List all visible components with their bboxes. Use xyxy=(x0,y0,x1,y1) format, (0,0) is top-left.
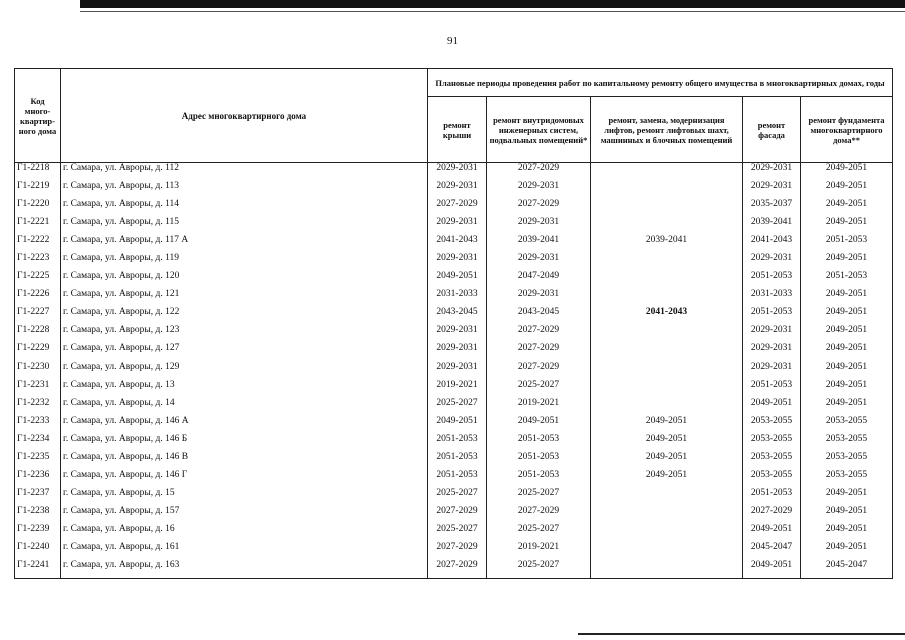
foundation-period: 2049-2051 xyxy=(801,398,893,416)
house-address: г. Самара, ул. Авроры, д. 146 В xyxy=(61,452,428,470)
elevator-period xyxy=(591,362,743,380)
foundation-period: 2049-2051 xyxy=(801,524,893,542)
table-row xyxy=(15,362,893,380)
foundation-period: 2049-2051 xyxy=(801,199,893,217)
facade-period: 2053-2055 xyxy=(743,416,801,434)
elevator-period xyxy=(591,271,743,289)
elevator-period: 2049-2051 xyxy=(591,416,743,434)
house-address: г. Самара, ул. Авроры, д. 129 xyxy=(61,362,428,380)
elevator-period xyxy=(591,163,743,182)
elevator-period xyxy=(591,380,743,398)
table-body xyxy=(15,163,893,579)
house-code: Г1-2221 xyxy=(15,217,61,235)
house-code: Г1-2239 xyxy=(15,524,61,542)
house-code: Г1-2226 xyxy=(15,289,61,307)
facade-period: 2051-2053 xyxy=(743,488,801,506)
elevator-period xyxy=(591,253,743,271)
elevator-period: 2049-2051 xyxy=(591,470,743,488)
foundation-period: 2049-2051 xyxy=(801,181,893,199)
house-code: Г1-2222 xyxy=(15,235,61,253)
table-row xyxy=(15,416,893,434)
house-code: Г1-2241 xyxy=(15,560,61,579)
engineering-period: 2019-2021 xyxy=(487,542,591,560)
elevator-period: 2041-2043 xyxy=(591,307,743,325)
engineering-period: 2027-2029 xyxy=(487,325,591,343)
facade-period: 2051-2053 xyxy=(743,307,801,325)
facade-period: 2049-2051 xyxy=(743,524,801,542)
foundation-period: 2049-2051 xyxy=(801,325,893,343)
engineering-period: 2025-2027 xyxy=(487,380,591,398)
house-address: г. Самара, ул. Авроры, д. 115 xyxy=(61,217,428,235)
roof-period: 2051-2053 xyxy=(428,470,487,488)
page-number: 91 xyxy=(447,35,458,47)
roof-period: 2025-2027 xyxy=(428,398,487,416)
engineering-period: 2051-2053 xyxy=(487,470,591,488)
engineering-period: 2029-2031 xyxy=(487,217,591,235)
elevator-period xyxy=(591,488,743,506)
house-address: г. Самара, ул. Авроры, д. 157 xyxy=(61,506,428,524)
foundation-period: 2053-2055 xyxy=(801,434,893,452)
elevator-period xyxy=(591,289,743,307)
header-elevator-repair: ремонт, замена, модернизация лифтов, ремонт лифтовых шахт, машинных и блочных помещений xyxy=(591,97,743,163)
foundation-period: 2049-2051 xyxy=(801,163,893,182)
roof-period: 2029-2031 xyxy=(428,362,487,380)
facade-period: 2041-2043 xyxy=(743,235,801,253)
house-code: Г1-2231 xyxy=(15,380,61,398)
table-row xyxy=(15,217,893,235)
facade-period: 2051-2053 xyxy=(743,271,801,289)
elevator-period xyxy=(591,560,743,579)
roof-period: 2051-2053 xyxy=(428,452,487,470)
house-address: г. Самара, ул. Авроры, д. 121 xyxy=(61,289,428,307)
house-address: г. Самара, ул. Авроры, д. 14 xyxy=(61,398,428,416)
top-border-line xyxy=(80,11,905,12)
engineering-period: 2051-2053 xyxy=(487,452,591,470)
table-row xyxy=(15,452,893,470)
foundation-period: 2049-2051 xyxy=(801,343,893,361)
elevator-period xyxy=(591,398,743,416)
elevator-period: 2049-2051 xyxy=(591,434,743,452)
facade-period: 2035-2037 xyxy=(743,199,801,217)
foundation-period: 2051-2053 xyxy=(801,271,893,289)
facade-period: 2049-2051 xyxy=(743,560,801,579)
engineering-period: 2051-2053 xyxy=(487,434,591,452)
house-address: г. Самара, ул. Авроры, д. 146 Б xyxy=(61,434,428,452)
table-row xyxy=(15,271,893,289)
facade-period: 2029-2031 xyxy=(743,343,801,361)
table-row xyxy=(15,524,893,542)
table-row xyxy=(15,253,893,271)
facade-period: 2053-2055 xyxy=(743,470,801,488)
header-planned-periods: Плановые периоды проведения работ по капитальному ремонту общего имущества в многоквартирных домах, годы xyxy=(428,69,893,97)
roof-period: 2049-2051 xyxy=(428,271,487,289)
house-code: Г1-2227 xyxy=(15,307,61,325)
house-address: г. Самара, ул. Авроры, д. 120 xyxy=(61,271,428,289)
engineering-period: 2025-2027 xyxy=(487,560,591,579)
house-code: Г1-2230 xyxy=(15,362,61,380)
engineering-period: 2027-2029 xyxy=(487,343,591,361)
foundation-period: 2049-2051 xyxy=(801,362,893,380)
foundation-period: 2051-2053 xyxy=(801,235,893,253)
roof-period: 2029-2031 xyxy=(428,253,487,271)
foundation-period: 2053-2055 xyxy=(801,416,893,434)
elevator-period: 2049-2051 xyxy=(591,452,743,470)
house-code: Г1-2228 xyxy=(15,325,61,343)
house-code: Г1-2229 xyxy=(15,343,61,361)
elevator-period xyxy=(591,217,743,235)
roof-period: 2029-2031 xyxy=(428,325,487,343)
elevator-period: 2039-2041 xyxy=(591,235,743,253)
roof-period: 2025-2027 xyxy=(428,524,487,542)
header-engineering-repair: ремонт внутридомовых инженерных систем, подвальных помещений* xyxy=(487,97,591,163)
table-row xyxy=(15,289,893,307)
header-roof-repair: ремонт крыши xyxy=(428,97,487,163)
house-code: Г1-2219 xyxy=(15,181,61,199)
roof-period: 2029-2031 xyxy=(428,217,487,235)
top-border-bar xyxy=(80,0,905,8)
foundation-period: 2049-2051 xyxy=(801,253,893,271)
house-address: г. Самара, ул. Авроры, д. 114 xyxy=(61,199,428,217)
foundation-period: 2049-2051 xyxy=(801,380,893,398)
roof-period: 2049-2051 xyxy=(428,416,487,434)
roof-period: 2041-2043 xyxy=(428,235,487,253)
header-code: Код много-квартир-ного дома xyxy=(15,69,61,163)
roof-period: 2031-2033 xyxy=(428,289,487,307)
engineering-period: 2027-2029 xyxy=(487,506,591,524)
house-address: г. Самара, ул. Авроры, д. 122 xyxy=(61,307,428,325)
elevator-period xyxy=(591,199,743,217)
house-code: Г1-2232 xyxy=(15,398,61,416)
house-code: Г1-2220 xyxy=(15,199,61,217)
facade-period: 2031-2033 xyxy=(743,289,801,307)
house-code: Г1-2223 xyxy=(15,253,61,271)
house-address: г. Самара, ул. Авроры, д. 146 А xyxy=(61,416,428,434)
house-code: Г1-2238 xyxy=(15,506,61,524)
table-row xyxy=(15,199,893,217)
facade-period: 2029-2031 xyxy=(743,163,801,182)
table-row xyxy=(15,470,893,488)
facade-period: 2029-2031 xyxy=(743,362,801,380)
foundation-period: 2053-2055 xyxy=(801,452,893,470)
table-row xyxy=(15,380,893,398)
facade-period: 2027-2029 xyxy=(743,506,801,524)
house-code: Г1-2233 xyxy=(15,416,61,434)
house-address: г. Самара, ул. Авроры, д. 146 Г xyxy=(61,470,428,488)
engineering-period: 2029-2031 xyxy=(487,253,591,271)
table-row xyxy=(15,325,893,343)
capital-repair-schedule-table xyxy=(14,68,893,579)
engineering-period: 2043-2045 xyxy=(487,307,591,325)
elevator-period xyxy=(591,181,743,199)
facade-period: 2039-2041 xyxy=(743,217,801,235)
house-address: г. Самара, ул. Авроры, д. 13 xyxy=(61,380,428,398)
header-facade-repair: ремонт фасада xyxy=(743,97,801,163)
table-row xyxy=(15,542,893,560)
roof-period: 2029-2031 xyxy=(428,181,487,199)
roof-period: 2027-2029 xyxy=(428,506,487,524)
table-row xyxy=(15,163,893,182)
engineering-period: 2027-2029 xyxy=(487,163,591,182)
foundation-period: 2049-2051 xyxy=(801,289,893,307)
table-row xyxy=(15,560,893,579)
engineering-period: 2019-2021 xyxy=(487,398,591,416)
bottom-border-line xyxy=(578,633,905,635)
foundation-period: 2049-2051 xyxy=(801,217,893,235)
foundation-period: 2049-2051 xyxy=(801,506,893,524)
facade-period: 2051-2053 xyxy=(743,380,801,398)
engineering-period: 2029-2031 xyxy=(487,181,591,199)
roof-period: 2029-2031 xyxy=(428,163,487,182)
engineering-period: 2027-2029 xyxy=(487,199,591,217)
facade-period: 2049-2051 xyxy=(743,398,801,416)
table-row xyxy=(15,506,893,524)
facade-period: 2053-2055 xyxy=(743,434,801,452)
roof-period: 2019-2021 xyxy=(428,380,487,398)
header-address: Адрес многоквартирного дома xyxy=(61,69,428,163)
house-address: г. Самара, ул. Авроры, д. 163 xyxy=(61,560,428,579)
house-address: г. Самара, ул. Авроры, д. 119 xyxy=(61,253,428,271)
facade-period: 2029-2031 xyxy=(743,325,801,343)
roof-period: 2027-2029 xyxy=(428,560,487,579)
roof-period: 2027-2029 xyxy=(428,542,487,560)
table-row xyxy=(15,488,893,506)
house-address: г. Самара, ул. Авроры, д. 113 xyxy=(61,181,428,199)
roof-period: 2043-2045 xyxy=(428,307,487,325)
facade-period: 2029-2031 xyxy=(743,253,801,271)
roof-period: 2025-2027 xyxy=(428,488,487,506)
house-address: г. Самара, ул. Авроры, д. 16 xyxy=(61,524,428,542)
header-foundation-repair: ремонт фундамента многоквартирного дома** xyxy=(801,97,893,163)
elevator-period xyxy=(591,325,743,343)
house-address: г. Самара, ул. Авроры, д. 127 xyxy=(61,343,428,361)
table-row xyxy=(15,235,893,253)
house-code: Г1-2240 xyxy=(15,542,61,560)
house-code: Г1-2225 xyxy=(15,271,61,289)
engineering-period: 2025-2027 xyxy=(487,524,591,542)
engineering-period: 2049-2051 xyxy=(487,416,591,434)
table-row xyxy=(15,398,893,416)
elevator-period xyxy=(591,506,743,524)
roof-period: 2029-2031 xyxy=(428,343,487,361)
engineering-period: 2025-2027 xyxy=(487,488,591,506)
house-code: Г1-2218 xyxy=(15,163,61,182)
house-code: Г1-2237 xyxy=(15,488,61,506)
table-row xyxy=(15,434,893,452)
facade-period: 2045-2047 xyxy=(743,542,801,560)
elevator-period xyxy=(591,524,743,542)
foundation-period: 2053-2055 xyxy=(801,470,893,488)
house-code: Г1-2235 xyxy=(15,452,61,470)
house-address: г. Самара, ул. Авроры, д. 117 А xyxy=(61,235,428,253)
engineering-period: 2027-2029 xyxy=(487,362,591,380)
house-code: Г1-2234 xyxy=(15,434,61,452)
elevator-period xyxy=(591,343,743,361)
facade-period: 2029-2031 xyxy=(743,181,801,199)
foundation-period: 2049-2051 xyxy=(801,542,893,560)
foundation-period: 2045-2047 xyxy=(801,560,893,579)
foundation-period: 2049-2051 xyxy=(801,307,893,325)
house-address: г. Самара, ул. Авроры, д. 15 xyxy=(61,488,428,506)
elevator-period xyxy=(591,542,743,560)
foundation-period: 2049-2051 xyxy=(801,488,893,506)
roof-period: 2051-2053 xyxy=(428,434,487,452)
engineering-period: 2039-2041 xyxy=(487,235,591,253)
house-address: г. Самара, ул. Авроры, д. 123 xyxy=(61,325,428,343)
house-code: Г1-2236 xyxy=(15,470,61,488)
table-row xyxy=(15,343,893,361)
facade-period: 2053-2055 xyxy=(743,452,801,470)
table-row xyxy=(15,307,893,325)
house-address: г. Самара, ул. Авроры, д. 161 xyxy=(61,542,428,560)
table-row xyxy=(15,181,893,199)
engineering-period: 2047-2049 xyxy=(487,271,591,289)
engineering-period: 2029-2031 xyxy=(487,289,591,307)
roof-period: 2027-2029 xyxy=(428,199,487,217)
house-address: г. Самара, ул. Авроры, д. 112 xyxy=(61,163,428,182)
